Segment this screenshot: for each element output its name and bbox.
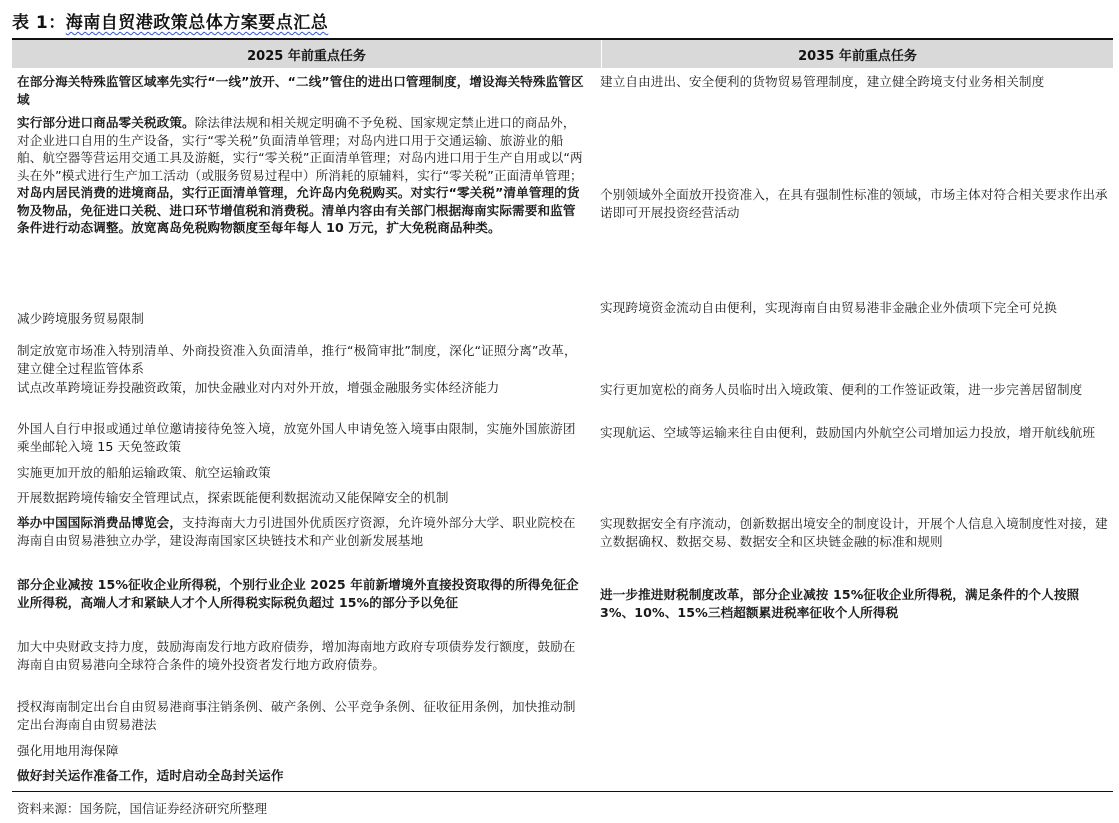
left-item-12: 授权海南制定出台自由贸易港商事注销条例、破产条例、公平竞争条例、征收征用条例，加快推动制定出台海南自由贸易港法 bbox=[17, 699, 576, 732]
left-item-9 bbox=[17, 514, 585, 549]
left-item-1: 在部分海关特殊监管区域率先实行“一线”放开、“二线”管住的进出口管理制度，增设海关特殊监管区域 bbox=[17, 74, 584, 107]
left-item-9-body: 支持海南大力引进国外优质医疗资源，允许境外部分大学、职业院校在海南自由贸易港独立办学，建设海南国家区块链技术和产业创新发展基地 bbox=[17, 515, 576, 548]
bottom-rule bbox=[12, 791, 1113, 792]
left-item-14: 做好封关运作准备工作，适时启动全岛封关运作 bbox=[17, 768, 284, 783]
source-note: 资料来源：国务院，国信证券经济研究所整理 bbox=[17, 801, 268, 816]
header-left: 2025 年前重点任务 bbox=[247, 49, 366, 64]
left-item-9-lead: 举办中国国际消费品博览会， bbox=[17, 515, 183, 530]
table-title-prefix: 表 1： bbox=[12, 13, 66, 33]
left-item-7: 实施更加开放的船舶运输政策、航空运输政策 bbox=[17, 465, 271, 480]
right-item-5: 实现航运、空域等运输来往自由便利，鼓励国内外航空公司增加运力投放，增开航线航班 bbox=[600, 425, 1096, 440]
left-item-10: 部分企业减按 15%征收企业所得税，个别行业企业 2025 年前新增境外直接投资取得的所得免征企业所得税，高端人才和紧缺人才个人所得税实际税负超过 15%的部分予以免征 bbox=[17, 577, 579, 610]
right-item-2: 个别领域外全面放开投资准入，在具有强制性标准的领域，市场主体对符合相关要求作出承诺即可开展投资经营活动 bbox=[600, 187, 1108, 220]
left-item-2-bold3: 对实行“零关税”清单管理的货物及物品，免征进口关税、进口环节增值税和消费税。清单内容由有关部门根据海南实际需要和监管条件进行动态调整。放宽离岛免税购物额度至每年每人 10 万元，扩大免税商品种类。 bbox=[17, 185, 580, 235]
table-header bbox=[12, 40, 1113, 68]
left-item-4: 制定放宽市场准入特别清单、外商投资准入负面清单，推行“极简审批”制度，深化“证照分离”改革，建立健全过程监管体系 bbox=[17, 343, 577, 376]
left-item-2-bold2: 对岛内居民消费的进境商品，实行正面清单管理，允许岛内免税购买。 bbox=[17, 185, 411, 200]
right-item-3: 实现跨境资金流动自由便利，实现海南自由贸易港非金融企业外债项下完全可兑换 bbox=[600, 300, 1057, 315]
right-item-1: 建立自由进出、安全便利的货物贸易管理制度，建立健全跨境支付业务相关制度 bbox=[600, 74, 1045, 89]
left-item-2-lead: 实行部分进口商品零关税政策。 bbox=[17, 115, 195, 130]
left-item-5: 试点改革跨境证券投融资政策，加快金融业对内对外开放，增强金融服务实体经济能力 bbox=[17, 380, 500, 395]
right-item-6: 实现数据安全有序流动，创新数据出境安全的制度设计，开展个人信息入境制度性对接，建立数据确权、数据交易、数据安全和区块链金融的标准和规则 bbox=[600, 516, 1108, 549]
left-item-3: 减少跨境服务贸易限制 bbox=[17, 311, 144, 326]
left-item-6: 外国人自行申报或通过单位邀请接待免签入境，放宽外国人申请免签入境事由限制，实施外国旅游团乘坐邮轮入境 15 天免签政策 bbox=[17, 421, 576, 454]
left-item-2 bbox=[17, 114, 585, 237]
table-title bbox=[12, 8, 328, 33]
left-item-11: 加大中央财政支持力度，鼓励海南发行地方政府债券，增加海南地方政府专项债券发行额度，鼓励在海南自由贸易港向全球符合条件的境外投资者发行地方政府债券。 bbox=[17, 639, 576, 672]
right-item-4: 实行更加宽松的商务人员临时出入境政策、便利的工作签证政策，进一步完善居留制度 bbox=[600, 382, 1083, 397]
left-item-13: 强化用地用海保障 bbox=[17, 743, 119, 758]
right-item-7: 进一步推进财税制度改革，部分企业减按 15%征收企业所得税，满足条件的个人按照 3%、10%、15%三档超额累进税率征收个人所得税 bbox=[600, 587, 1080, 620]
header-right: 2035 年前重点任务 bbox=[798, 49, 917, 64]
left-item-8: 开展数据跨境传输安全管理试点，探索既能便利数据流动又能保障安全的机制 bbox=[17, 490, 449, 505]
left-item-2-body: 除法律法规和相关规定明确不予免税、国家规定禁止进口的商品外，对企业进口自用的生产设备，实行“零关税”负面清单管理；对岛内进口用于交通运输、旅游业的船舶、航空器等营运用交通工具及游艇，实行“零关税”正面清单管理；对岛内进口用于生产自用或以“两头在外”模式进行生产加工活动（或服务贸易过程中）所消耗的原辅料，实行“零关税”正面清单管理； bbox=[17, 115, 583, 183]
table-title-text: 海南自贸港政策总体方案要点汇总 bbox=[65, 13, 329, 33]
